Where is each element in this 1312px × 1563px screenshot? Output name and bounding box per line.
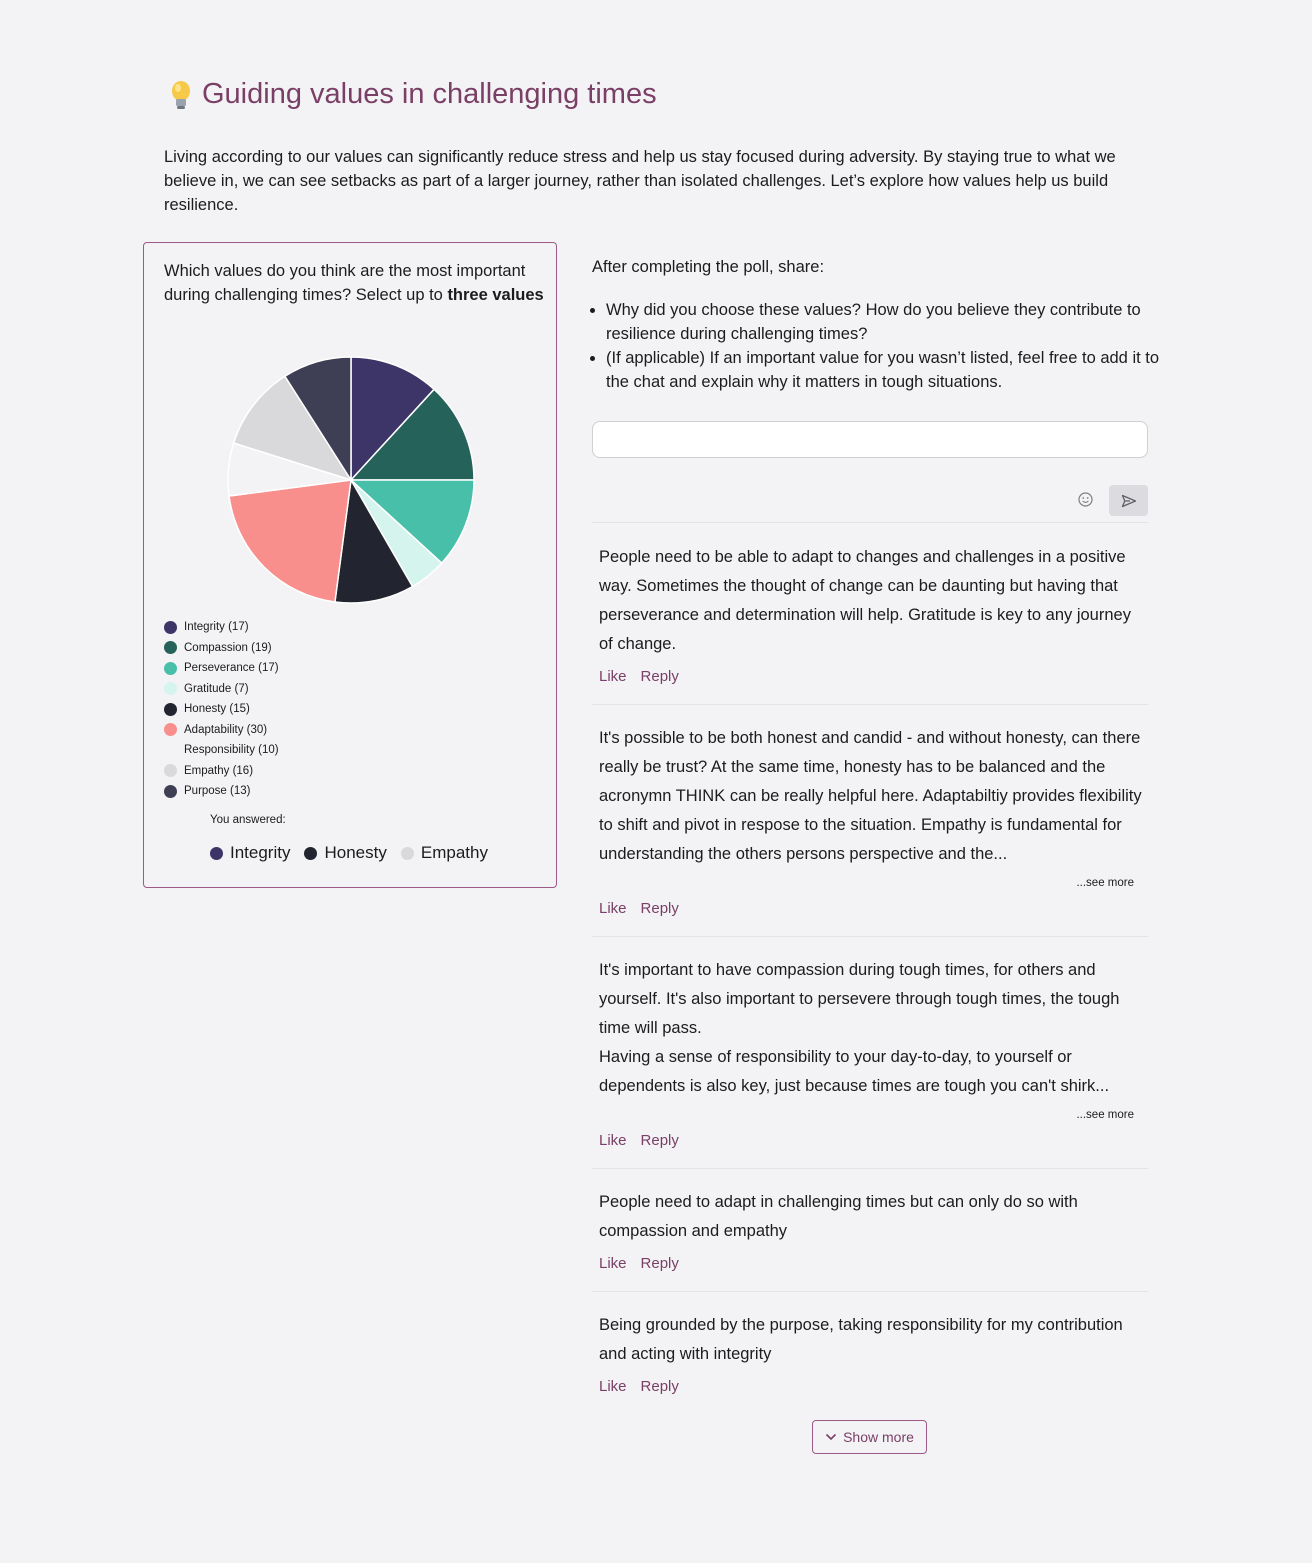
legend-item-integrity xyxy=(164,617,279,638)
legend-item-responsibility xyxy=(164,740,279,761)
legend-item-gratitude xyxy=(164,679,279,700)
like-button[interactable]: Like xyxy=(599,1378,627,1395)
comment-text: Being grounded by the purpose, taking responsibility for my contribution and acting with integrity xyxy=(599,1316,1123,1363)
comment-text: It's important to have compassion during tough times, for others and yourself. It's also important to persevere through tough times, the tough time will pass. Having a sense of responsibility to your day-to-day, to yourself or dependents is also key, just because times are tough you can't shirk... xyxy=(599,961,1120,1095)
legend-item-adaptability xyxy=(164,720,279,741)
reply-button[interactable]: Reply xyxy=(640,900,679,917)
share-prompt: After completing the poll, share: xyxy=(592,258,825,276)
legend-item-empathy xyxy=(164,761,279,782)
see-more-link[interactable]: ...see more xyxy=(1076,1109,1134,1121)
legend-label: Perseverance (17) xyxy=(184,662,279,675)
legend-swatch xyxy=(164,641,177,654)
comment-text: People need to be able to adapt to changes and challenges in a positive way. Sometimes the thought of change can be daunting but having that perseverance and determination will help. Gratitude is key to any journey of change. xyxy=(599,548,1131,653)
comment-actions xyxy=(599,1132,679,1149)
legend-item-perseverance xyxy=(164,658,279,679)
lightbulb-icon xyxy=(168,79,194,111)
answer-chip-empathy xyxy=(401,843,488,863)
poll-question xyxy=(164,259,544,307)
show-more-label: Show more xyxy=(843,1429,914,1445)
legend-swatch xyxy=(164,662,177,675)
reply-button[interactable]: Reply xyxy=(640,1255,679,1272)
divider xyxy=(592,704,1148,705)
comment-text: People need to adapt in challenging times but can only do so with compassion and empathy xyxy=(599,1193,1078,1240)
poll-question-text: Which values do you think are the most important during challenging times? Select up to xyxy=(164,262,526,304)
answer-swatch xyxy=(210,847,223,860)
legend-label: Honesty (15) xyxy=(184,703,250,716)
legend-swatch xyxy=(164,785,177,798)
legend-swatch xyxy=(164,682,177,695)
answer-label: Integrity xyxy=(230,843,291,862)
like-button[interactable]: Like xyxy=(599,1255,627,1272)
reply-button[interactable]: Reply xyxy=(640,1378,679,1395)
legend-label: Purpose (13) xyxy=(184,785,251,798)
pie-chart xyxy=(226,355,476,605)
legend-label: Responsibility (10) xyxy=(184,744,279,757)
answer-label: Empathy xyxy=(420,843,488,862)
answer-label: Honesty xyxy=(324,843,387,862)
see-more-link[interactable]: ...see more xyxy=(1076,877,1134,889)
legend-label: Adaptability (30) xyxy=(184,723,268,736)
legend-label: Integrity (17) xyxy=(184,621,249,634)
send-icon xyxy=(1121,494,1137,508)
like-button[interactable]: Like xyxy=(599,668,627,685)
comment-input[interactable] xyxy=(592,421,1148,458)
legend-label: Compassion (19) xyxy=(184,641,272,654)
legend-swatch xyxy=(164,764,177,777)
emoji-icon[interactable] xyxy=(1077,491,1094,508)
legend-item-compassion xyxy=(164,638,279,659)
comment xyxy=(599,956,1144,1126)
reply-button[interactable]: Reply xyxy=(640,668,679,685)
chevron-down-icon xyxy=(825,1433,837,1441)
chart-legend xyxy=(164,617,279,802)
legend-swatch xyxy=(164,723,177,736)
comment-actions xyxy=(599,1255,679,1272)
legend-item-honesty xyxy=(164,699,279,720)
reply-button[interactable]: Reply xyxy=(640,1132,679,1149)
comment xyxy=(599,1188,1144,1246)
legend-label: Gratitude (7) xyxy=(184,682,249,695)
comment xyxy=(599,724,1144,894)
share-bullet: • Why did you choose these values? How do you believe they contribute to resilience during challenging times? xyxy=(606,298,1166,346)
answer-chip-integrity xyxy=(210,843,290,863)
comment-actions xyxy=(599,1378,679,1395)
send-button[interactable] xyxy=(1109,485,1148,516)
divider xyxy=(592,1168,1148,1169)
comment xyxy=(599,1311,1144,1369)
legend-swatch xyxy=(164,744,177,757)
legend-swatch xyxy=(164,703,177,716)
pie-slice-adaptability xyxy=(229,480,351,602)
you-answered-list xyxy=(210,843,488,863)
like-button[interactable]: Like xyxy=(599,900,627,917)
poll-card xyxy=(143,242,557,888)
comment-text: It's possible to be both honest and candid - and without honesty, can there really be trust? At the same time, honesty has to be balanced and the acronymn THINK can be really helpful here. Adaptabiltiy provides flexibility to shift and pivot in respose to the situation. Empathy is fundamental for understanding the others persons perspective and the... xyxy=(599,729,1142,863)
comment-actions xyxy=(599,668,679,685)
show-more-button[interactable] xyxy=(812,1420,927,1454)
comment-actions xyxy=(599,900,679,917)
divider xyxy=(592,936,1148,937)
divider xyxy=(592,522,1148,523)
legend-swatch xyxy=(164,621,177,634)
answer-swatch xyxy=(401,847,414,860)
legend-item-purpose xyxy=(164,781,279,802)
share-bullets xyxy=(592,298,1166,394)
divider xyxy=(592,1291,1148,1292)
answer-chip-honesty xyxy=(304,843,386,863)
like-button[interactable]: Like xyxy=(599,1132,627,1149)
intro-text: Living according to our values can significantly reduce stress and help us stay focused during adversity. By staying true to what we believe in, we can see setbacks as part of a larger journey, rather than isolated challenges. Let’s explore how values help us build resilience. xyxy=(164,148,1116,214)
you-answered-label: You answered: xyxy=(210,814,286,826)
share-bullet: • (If applicable) If an important value for you wasn’t listed, feel free to add it to the chat and explain why it matters in tough situations. xyxy=(606,346,1166,394)
legend-label: Empathy (16) xyxy=(184,764,254,777)
page-title-text: Guiding values in challenging times xyxy=(202,78,657,110)
poll-question-emphasis: three values xyxy=(447,286,544,304)
answer-swatch xyxy=(304,847,317,860)
page-title xyxy=(168,78,657,111)
comment xyxy=(599,543,1144,659)
